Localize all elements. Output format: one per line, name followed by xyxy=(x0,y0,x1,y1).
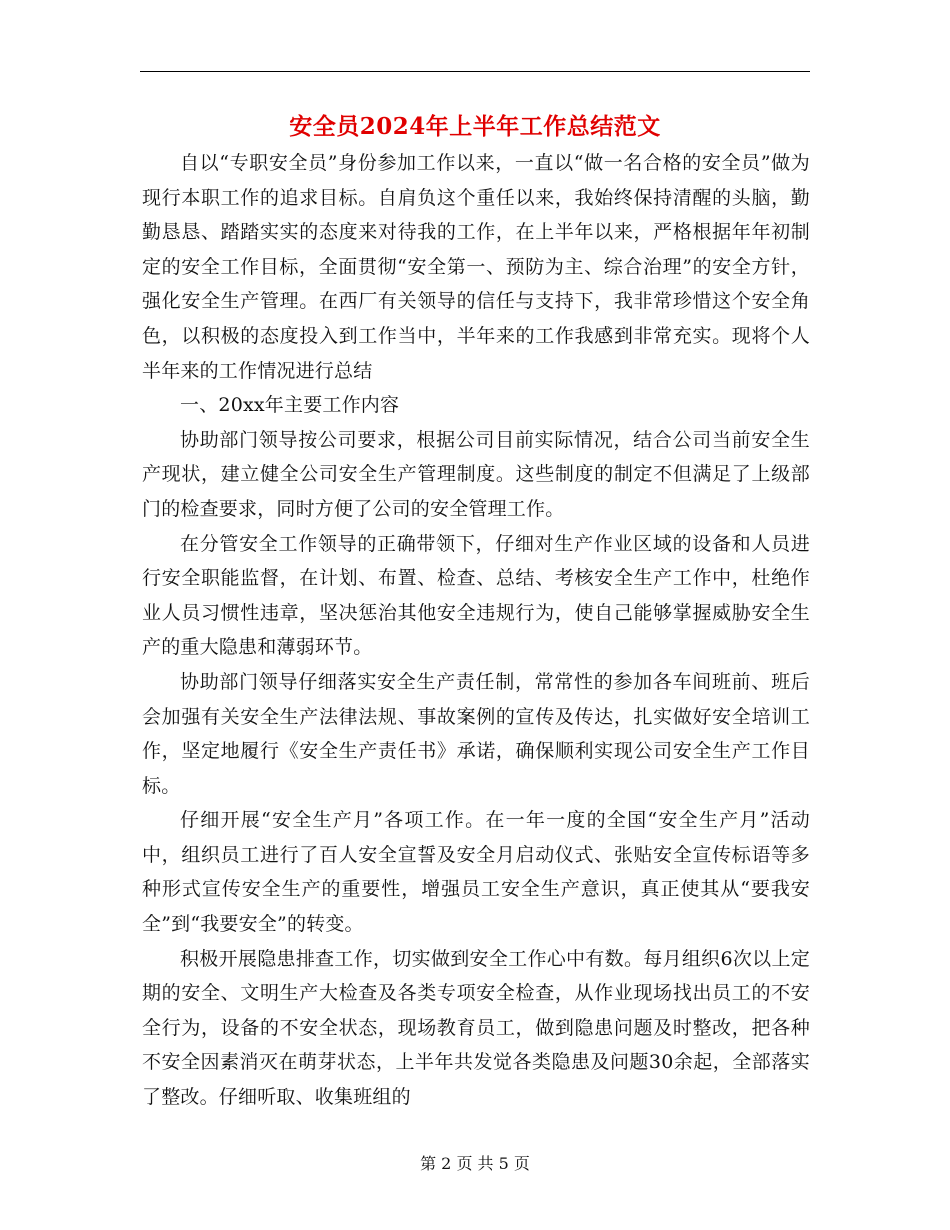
document-title: 安全员2024年上半年工作总结范文 xyxy=(289,113,661,140)
paragraph-safety-month: 仔细开展“安全生产月”各项工作。在一年一度的全国“安全生产月”活动中，组织员工进行了百人安全宣誓及安全月启动仪式、张贴安全宣传标语等多种形式宣传安全生产的重要性，增强员工安全生产意识，真正使其从“要我安全”到“我要安全”的转变。 xyxy=(142,809,810,936)
paragraph-supervision: 在分管安全工作领导的正确带领下，仔细对生产作业区域的设备和人员进行安全职能监督，在计划、布置、检查、总结、考核安全生产工作中，杜绝作业人员习惯性违章，坚决惩治其他安全违规行为，使自己能够掌握威胁安全生产的重大隐患和薄弱环节。 xyxy=(142,532,810,659)
page-number: 第 2 页 共 5 页 xyxy=(420,1154,530,1173)
document-body xyxy=(142,146,810,1115)
paragraph-responsibility: 协助部门领导仔细落实安全生产责任制，常常性的参加各车间班前、班后会加强有关安全生产法律法规、事故案例的宣传及传达，扎实做好安全培训工作，坚定地履行《安全生产责任书》承诺，确保顺利实现公司安全生产工作目标。 xyxy=(142,670,810,797)
section-heading: 一、20xx年主要工作内容 xyxy=(180,394,400,417)
paragraph-intro: 自以“专职安全员”身份参加工作以来，一直以“做一名合格的安全员”做为现行本职工作的追求目标。自肩负这个重任以来，我始终保持清醒的头脑，勤勤恳恳、踏踏实实的态度来对待我的工作，在上半年以来，严格根据年年初制定的安全工作目标，全面贯彻“安全第一、预防为主、综合治理”的安全方针，强化安全生产管理。在西厂有关领导的信任与支持下，我非常珍惜这个安全角色，以积极的态度投入到工作当中，半年来的工作我感到非常充实。现将个人半年来的工作情况进行总结 xyxy=(142,152,810,382)
paragraph-system: 协助部门领导按公司要求，根据公司目前实际情况，结合公司当前安全生产现状，建立健全公司安全生产管理制度。这些制度的制定不但满足了上级部门的检查要求，同时方便了公司的安全管理工作。 xyxy=(142,428,810,520)
header-rule xyxy=(140,71,810,72)
paragraph-hazard-check: 积极开展隐患排查工作，切实做到安全工作心中有数。每月组织6次以上定期的安全、文明生产大检查及各类专项安全检查，从作业现场找出员工的不安全行为，设备的不安全状态，现场教育员工，做到隐患问题及时整改，把各种不安全因素消灭在萌芽状态，上半年共发觉各类隐患及问题30余起，全部落实了整改。仔细听取、收集班组的 xyxy=(142,947,810,1109)
